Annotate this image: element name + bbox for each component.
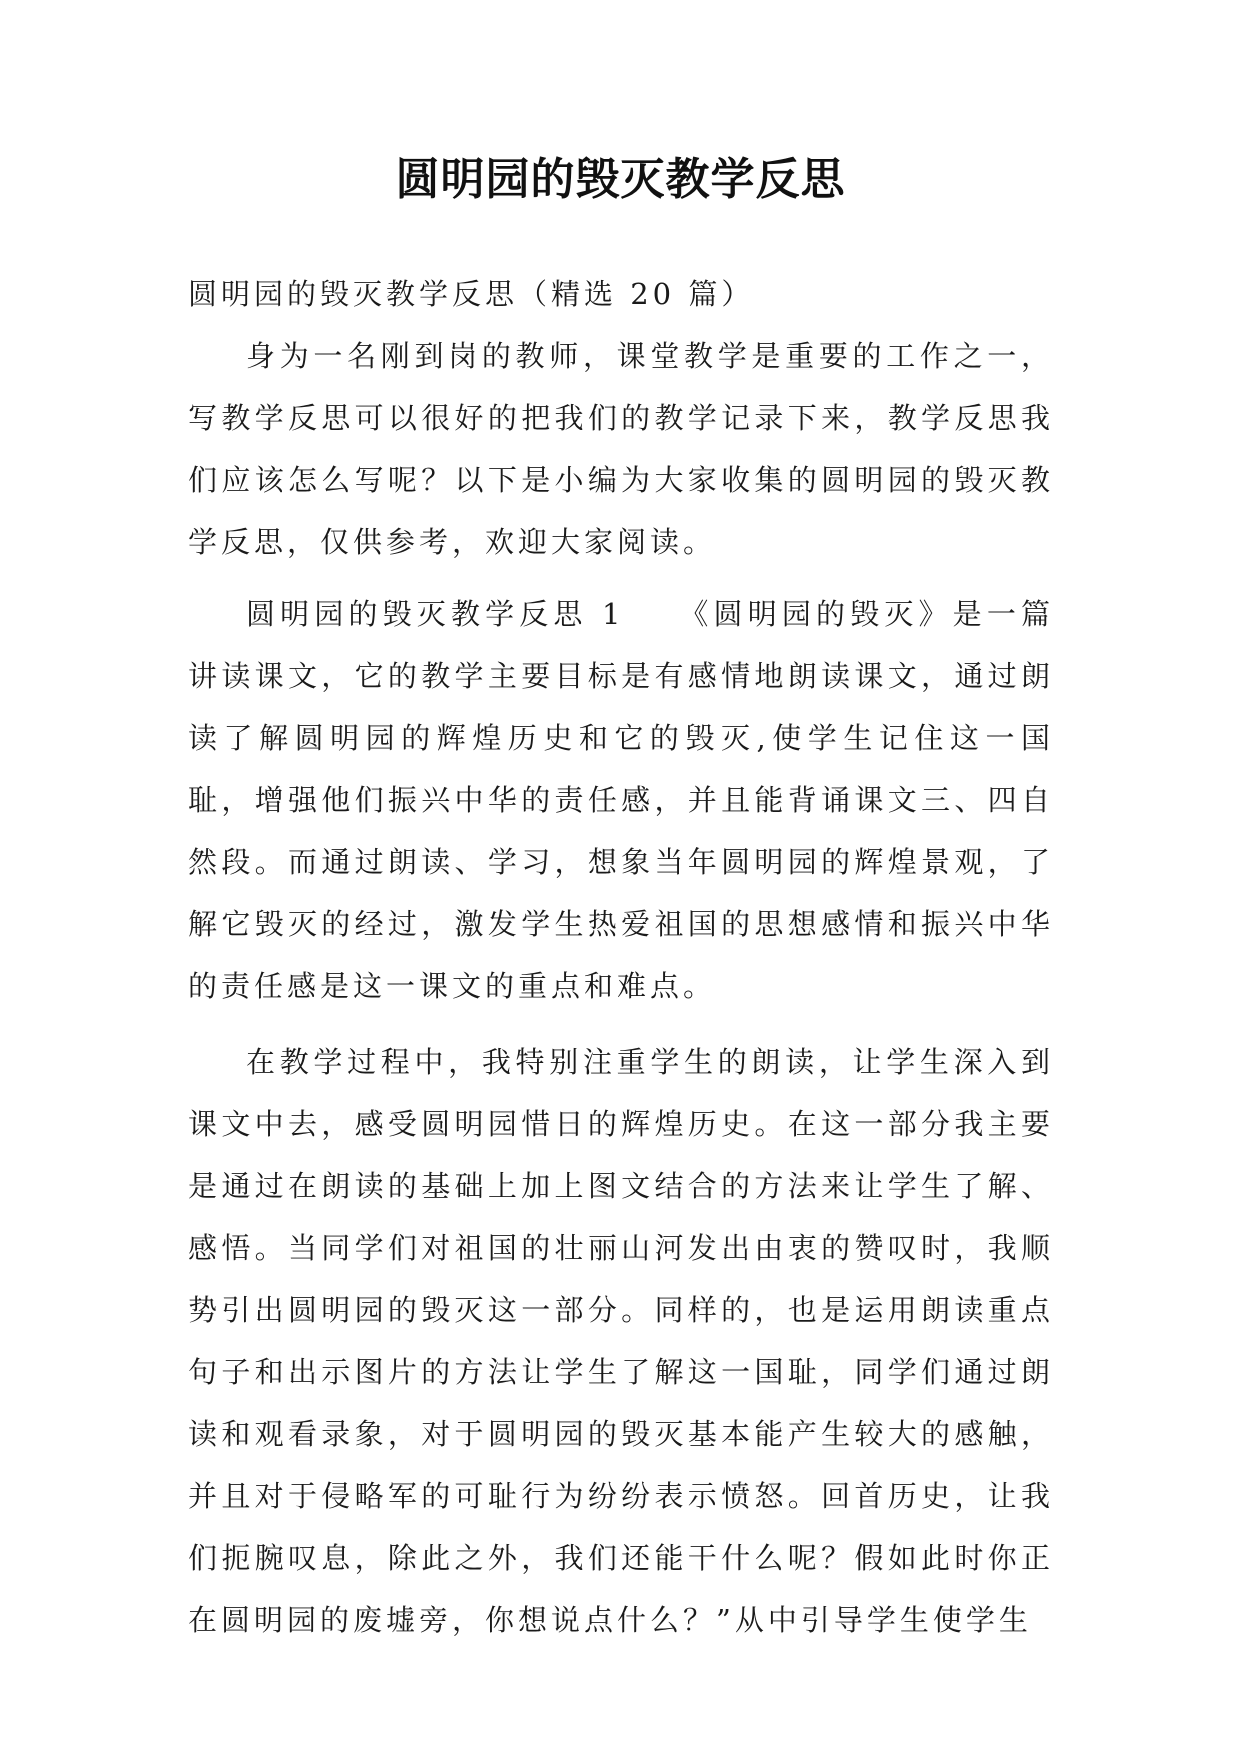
document-body xyxy=(188,263,1054,1651)
paragraph-teaching-process: 在教学过程中，我特别注重学生的朗读，让学生深入到课文中去，感受圆明园惜日的辉煌历史。在这一部分我主要是通过在朗读的基础上加上图文结合的方法来让学生了解、感悟。当同学们对祖国的壮丽山河发出由衷的赞叹时，我顺势引出圆明园的毁灭这一部分。同样的，也是运用朗读重点句子和出示图片的方法让学生了解这一国耻，同学们通过朗读和观看录象，对于圆明园的毁灭基本能产生较大的感触，并且对于侵略军的可耻行为纷纷表示愤怒。回首历史，让我们扼腕叹息，除此之外，我们还能干什么呢？假如此时你正在圆明园的废墟旁，你想说点什么？”从中引导学生使学生 xyxy=(188,1045,1054,1637)
document-subtitle: 圆明园的毁灭教学反思（精选 20 篇） xyxy=(188,277,755,311)
document-title: 圆明园的毁灭教学反思 xyxy=(395,154,846,205)
paragraph-reflection-1: 圆明园的毁灭教学反思 1 《圆明园的毁灭》是一篇讲读课文，它的教学主要目标是有感情地朗读课文，通过朗读了解圆明园的辉煌历史和它的毁灭,使学生记住这一国耻，增强他们振兴中华的责任感，并且能背诵课文三、四自然段。而通过朗读、学习，想象当年圆明园的辉煌景观，了解它毁灭的经过，激发学生热爱祖国的思想感情和振兴中华的责任感是这一课文的重点和难点。 xyxy=(188,597,1054,1003)
paragraph-intro: 身为一名刚到岗的教师，课堂教学是重要的工作之一，写教学反思可以很好的把我们的教学记录下来，教学反思我们应该怎么写呢？以下是小编为大家收集的圆明园的毁灭教学反思，仅供参考，欢迎大家阅读。 xyxy=(188,339,1054,559)
